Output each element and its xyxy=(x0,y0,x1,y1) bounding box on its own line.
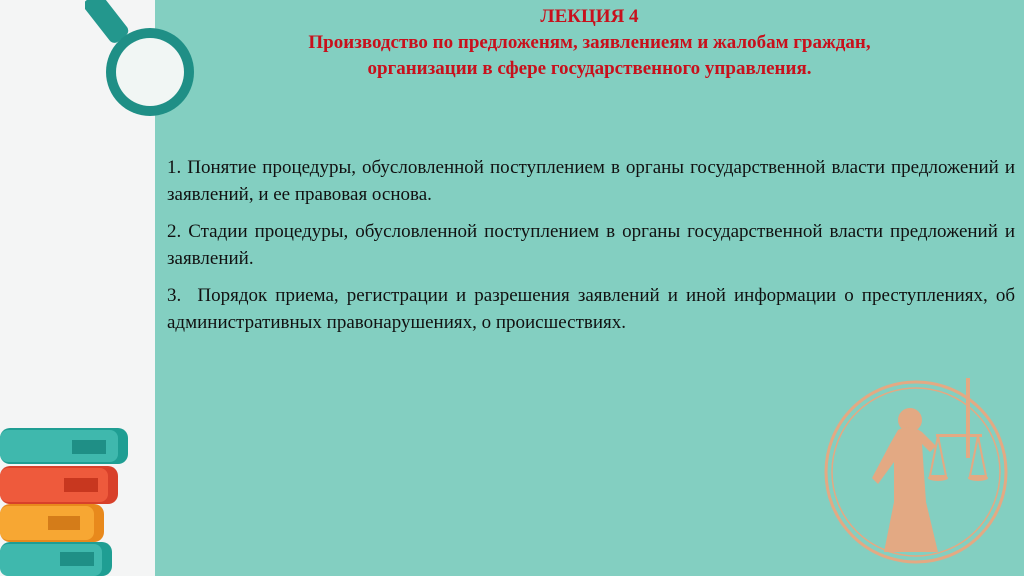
topic-list xyxy=(167,154,1015,346)
slide-title-line-2: организации в сфере государственного управления. xyxy=(367,58,812,79)
list-item-text: Порядок приема, регистрации и разрешения заявлений и иной информации о преступлениях, об административных правонарушениях, о происшествиях. xyxy=(167,285,1016,333)
list-item-number: 2. xyxy=(167,221,182,242)
list-item-number: 1. xyxy=(167,157,182,178)
lady-justice-emblem-icon xyxy=(818,372,1014,572)
list-item xyxy=(167,218,1015,272)
list-item xyxy=(167,282,1015,336)
stacked-books-icon xyxy=(0,424,135,576)
slide-title-block xyxy=(155,4,1024,82)
slide-title-line-1: Производство по предложеням, заявлениеям и жалобам граждан, xyxy=(308,32,871,53)
list-item-number: 3. xyxy=(167,285,182,306)
list-item-text: Понятие процедуры, обусловленной поступлением в органы государственной власти предложений и заявлений, и ее правовая основа. xyxy=(167,157,1016,205)
list-item-text: Стадии процедуры, обусловленной поступлением в органы государственной власти предложений и заявлений. xyxy=(167,221,1016,269)
list-item xyxy=(167,154,1015,208)
lecture-label: ЛЕКЦИЯ 4 xyxy=(540,6,639,27)
